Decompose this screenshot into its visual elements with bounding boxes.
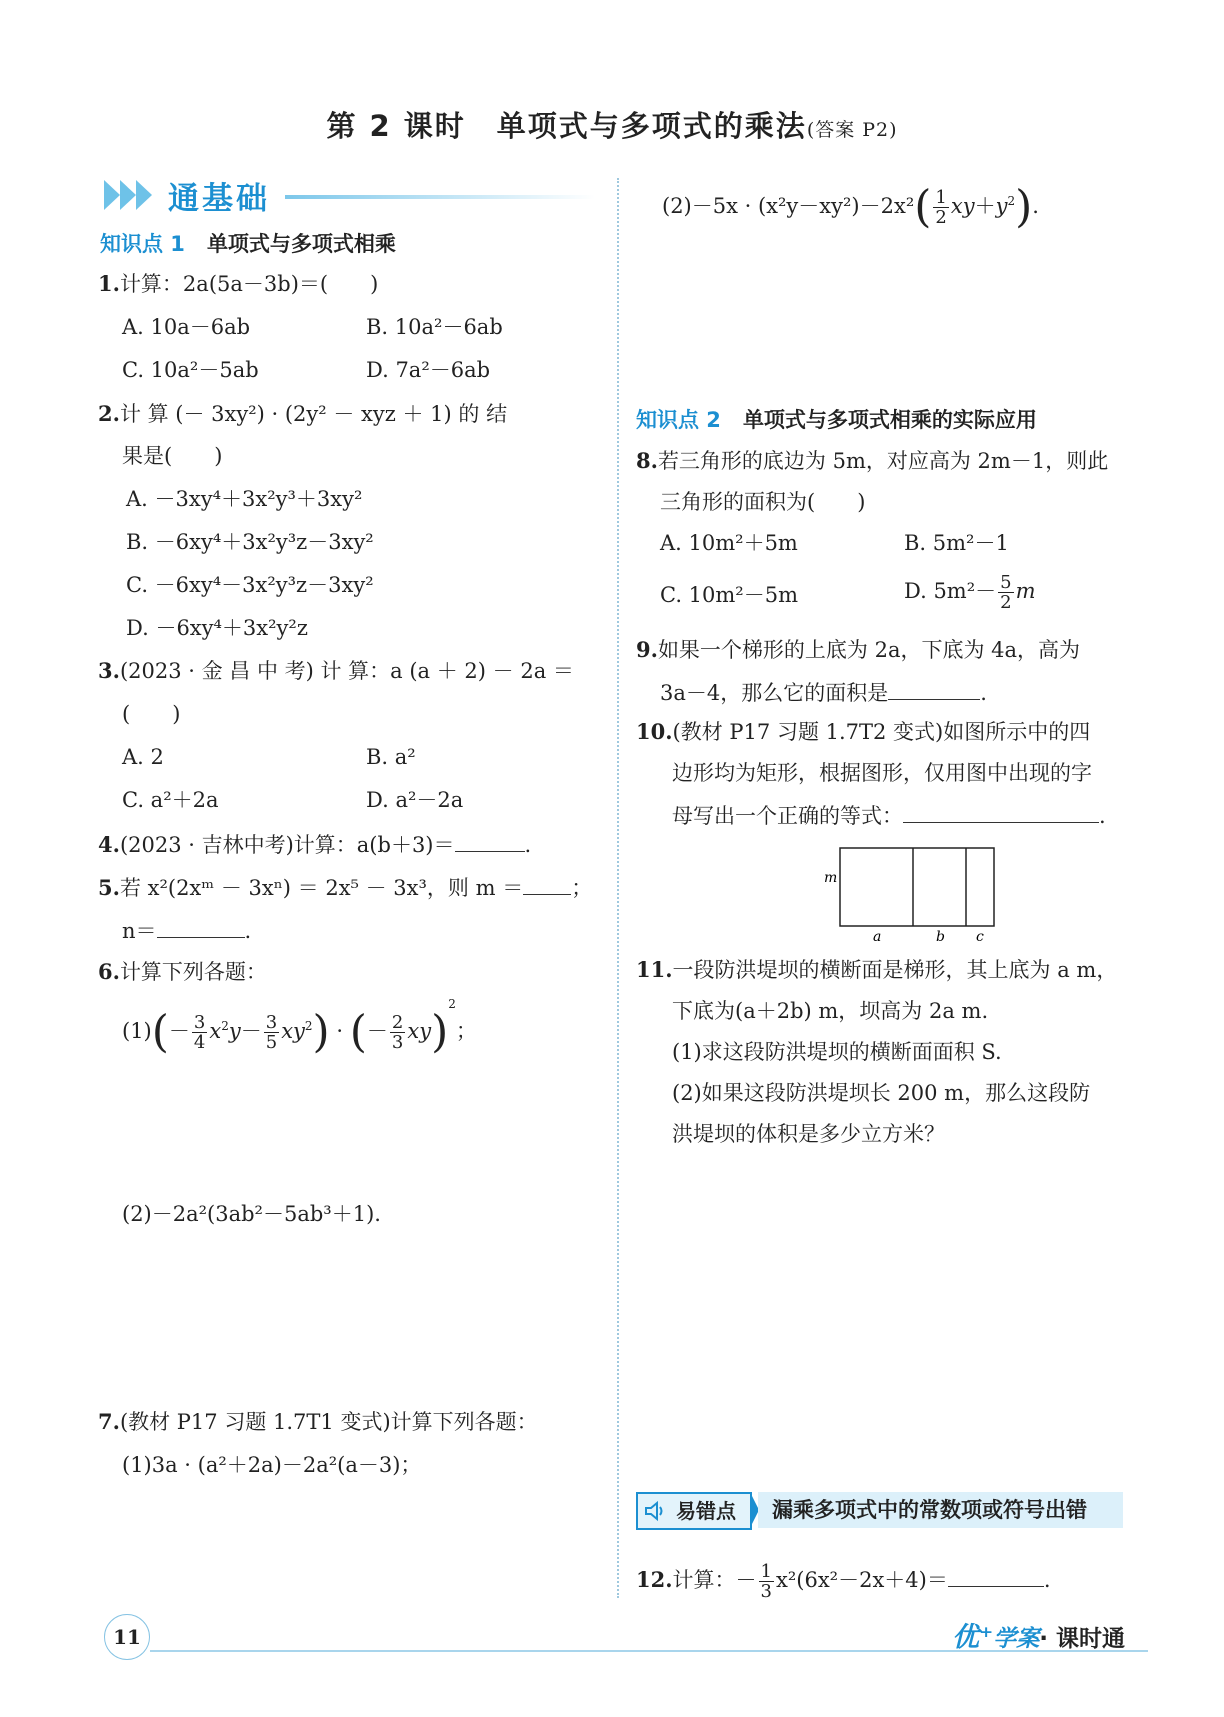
question-10: 10.(教材 P17 习题 1.7T2 变式)如图所示中的四 [636, 719, 1091, 744]
section-banner [100, 173, 600, 223]
option: D. a²－2a [366, 788, 464, 812]
question-11: 11.一段防洪堤坝的横断面是梯形，其上底为 a m， [636, 957, 1118, 982]
option: B. a² [366, 745, 416, 769]
question-2-cont: 果是( ) [122, 444, 223, 468]
answer-blank[interactable] [903, 800, 1099, 823]
label-c: c [976, 929, 984, 942]
question-7-part-1: (1)3a · (a²＋2a)－2a²(a－3)； [122, 1453, 422, 1477]
option: D. 7a²－6ab [366, 358, 491, 382]
answer-blank[interactable] [523, 872, 571, 895]
question-11-cont: 下底为(a＋2b) m，坝高为 2a m. [672, 999, 989, 1023]
question-11-part-1: (1)求这段防洪堤坝的横断面面积 S. [672, 1040, 1002, 1064]
page-number: 11 [104, 1614, 150, 1660]
option: A. 10a－6ab [122, 315, 251, 339]
option: A. －3xy⁴＋3x²y³＋3xy² [126, 487, 363, 511]
speaker-icon [644, 1500, 668, 1522]
answer-blank[interactable] [455, 829, 525, 852]
outer-rectangle [840, 848, 994, 926]
error-point-text: 漏乘多项式中的常数项或符号出错 [758, 1492, 1123, 1528]
question-7-part-2: (2)－5x · (x²y－xy²)－2x²( $\frac{1}{2}$ $xy+y^2$). [662, 181, 1039, 233]
rectangle-figure [820, 842, 1000, 942]
question-4: 4.(2023 · 吉林中考)计算：a(b＋3)＝ . [98, 829, 531, 859]
option: B. －6xy⁴＋3x²y³z－3xy² [126, 530, 374, 554]
question-9: 9.如果一个梯形的上底为 2a，下底为 4a，高为 [636, 637, 1081, 662]
column-divider [617, 178, 619, 1598]
page-title: 第 2 课时 单项式与多项式的乘法(答案 P2) [326, 109, 898, 143]
option: D. 5m²－ $\frac{5}{2}$ m [904, 572, 1036, 613]
question-5: 5.若 x²(2xᵐ － 3xⁿ) ＝ 2x⁵ － 3x³，则 m ＝ ； [98, 872, 592, 902]
question-11-cont: 洪堤坝的体积是多少立方米？ [672, 1122, 945, 1146]
knowledge-point-2: 知识点 2 单项式与多项式相乘的实际应用 [636, 408, 1037, 432]
question-6-part-1: (1)(－ $\frac{3}{4}$ $x^2y-$ $\frac{3}{5}$ $xy^2$) · (－ $\frac{2}{3}$ xy)$^2$； [122, 997, 477, 1058]
question-6: 6.计算下列各题： [98, 959, 267, 984]
label-a: a [873, 929, 882, 942]
label-b: b [936, 929, 945, 942]
question-2: 2.计 算 (－ 3xy²) · (2y² － xyz ＋ 1) 的 结 [98, 401, 508, 426]
chevron-icon [136, 180, 152, 210]
answer-blank[interactable] [948, 1564, 1044, 1587]
question-10-cont: 母写出一个正确的等式： . [672, 800, 1106, 830]
question-9-cont: 3a－4，那么它的面积是 . [660, 677, 987, 707]
option: A. 2 [122, 745, 164, 769]
question-8-cont: 三角形的面积为( ) [660, 490, 866, 514]
question-3-cont: ( ) [122, 702, 181, 726]
answer-blank[interactable] [157, 915, 245, 938]
answer-note: (答案 P2) [806, 119, 898, 141]
question-7: 7.(教材 P17 习题 1.7T1 变式)计算下列各题： [98, 1409, 538, 1434]
section-underline [285, 195, 595, 199]
option: C. 10m²－5m [660, 583, 798, 607]
option: C. 10a²－5ab [122, 358, 259, 382]
answer-blank[interactable] [888, 677, 980, 700]
option: A. 10m²＋5m [660, 531, 798, 555]
question-11-part-2: (2)如果这段防洪堤坝长 200 m，那么这段防 [672, 1081, 1091, 1105]
question-6-part-2: (2)－2a²(3ab²－5ab³＋1). [122, 1202, 381, 1226]
error-point-badge: 易错点 [636, 1492, 752, 1530]
option: C. a²＋2a [122, 788, 219, 812]
question-3: 3.(2023 · 金 昌 中 考) 计 算：a (a ＋ 2) － 2a ＝ [98, 658, 574, 683]
knowledge-point-1: 知识点 1 单项式与多项式相乘 [100, 232, 396, 256]
option: D. －6xy⁴＋3x²y²z [126, 616, 308, 640]
label-m: m [824, 870, 838, 886]
chevron-icon [120, 180, 136, 210]
section-title: 通基础 [168, 181, 270, 217]
chevron-icon [104, 180, 120, 210]
question-12: 12.计算：－ $\frac{1}{3}$ x²(6x²－2x＋4)＝ . [636, 1561, 1051, 1602]
question-5-cont: n＝ . [122, 915, 251, 945]
footer-brand: 优⁺学案· 课时通 [952, 1622, 1126, 1653]
question-1: 1.计算：2a(5a－3b)＝( ) [98, 271, 379, 296]
option: C. －6xy⁴－3x²y³z－3xy² [126, 573, 374, 597]
question-8: 8.若三角形的底边为 5m，对应高为 2m－1，则此 [636, 448, 1109, 473]
option: B. 10a²－6ab [366, 315, 503, 339]
option: B. 5m²－1 [904, 531, 1009, 555]
question-10-cont: 边形均为矩形，根据图形，仅用图中出现的字 [672, 761, 1092, 785]
